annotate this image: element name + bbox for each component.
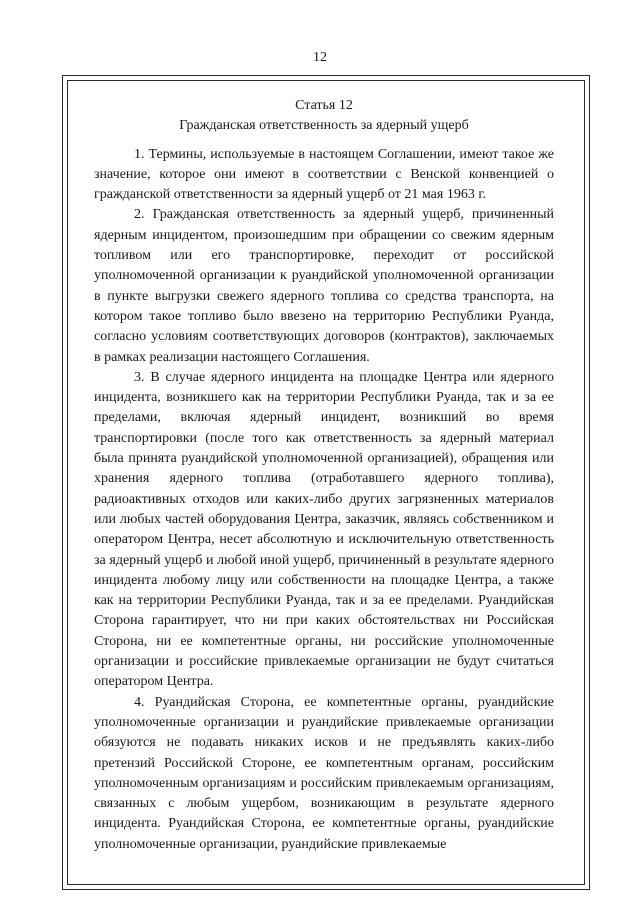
page-number: 12 [313,50,327,65]
paragraph-3: 3. В случае ядерного инцидента на площадке Центра или ядерного инцидента, возникшего как на территории Республики Руанда, так и за ее пределами, включая ядерный инцидент, возникший во время транспортировки (после того как ответственность за ядерный материал была принята руандийской уполномоченной организацией), обращения или хранения ядерного топлива (отработавшего ядерного топлива), радиоактивных отходов или каких-либо других загрязненных материалов или любых частей оборудования Центра, заказчик, являясь собственником и оператором Центра, несет абсолютную и исключительную ответственность за ядерный ущерб и любой иной ущерб, причиненный в результате ядерного инцидента любому лицу или собственности на площадке Центра, а также как на территории Республики Руанда, так и за ее пределами. Руандийская Сторона гарантирует, что ни при каких обстоятельствах ни Российская Сторона, ни ее компетентные органы, ни российские уполномоченные организации и российские привлекаемые организации не будут считаться оператором Центра. [94,369,554,690]
paragraph-1: 1. Термины, используемые в настоящем Соглашении, имеют такое же значение, которое они имеют в соответствии с Венской конвенцией о гражданской ответственности за ядерный ущерб от 21 мая 1963 г. [94,146,554,203]
article-title: Статья 12 [295,98,353,113]
paragraph-2: 2. Гражданская ответственность за ядерный ущерб, причиненный ядерным инцидентом, произошедшим при обращении со свежим ядерным топливом или его транспортировке, переходит от российской уполномоченной организации к руандийской уполномоченной организации в пункте выгрузки свежего ядерного топлива со средства транспорта, на котором такое топливо было ввезено на территорию Республики Руанда, согласно условиям соответствующих договоров (контрактов), заключаемых в рамках реализации настоящего Соглашения. [94,207,554,365]
paragraph-4: 4. Руандийская Сторона, ее компетентные органы, руандийские уполномоченные организации и руандийские привлекаемые организации обязуются не подавать никаких исков и не предъявлять каких-либо претензий Российской Стороне, ее компетентным органам, российским уполномоченным организациям и российским привлекаемым организациям, связанных с любым ущербом, возникающим в результате ядерного инцидента. Руандийская Сторона, ее компетентные органы, руандийские уполномоченные организации, руандийские привлекаемые [94,694,554,852]
article-subtitle: Гражданская ответственность за ядерный ущерб [179,118,469,134]
document-body [94,96,554,855]
